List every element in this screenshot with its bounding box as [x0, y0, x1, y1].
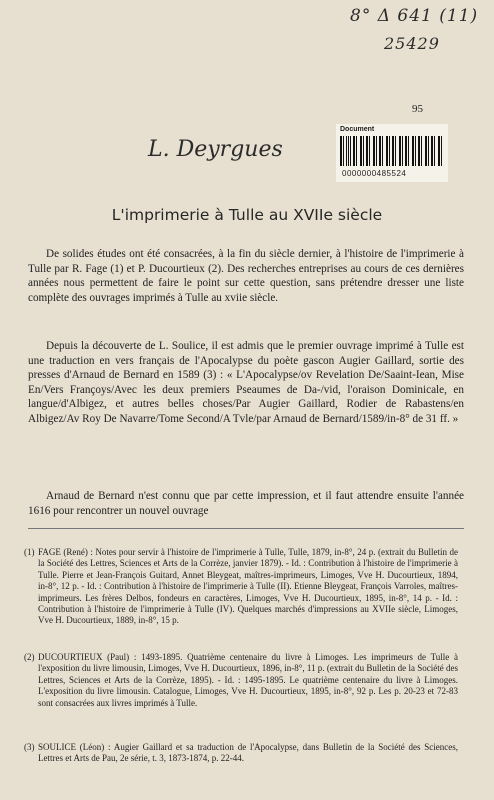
article-title: L'imprimerie à Tulle au XVIIe siècle: [111, 206, 383, 224]
paragraph-3: [28, 489, 464, 518]
footnote-number: (2): [24, 652, 35, 662]
footnote-number: (1): [24, 547, 35, 557]
barcode-sticker: [336, 124, 448, 182]
footnote-2: [24, 652, 458, 709]
footnote-1: [24, 547, 458, 627]
page-number: 95: [412, 103, 423, 115]
barcode-bars: [340, 136, 444, 166]
footnote-3: [24, 742, 458, 765]
footnote-text: DUCOURTIEUX (Paul) : 1493-1895. Quatrième centenaire du livre à Limoges. Les imprimeurs de Tulle à l'exposition du livre limousin, Limoges, Vve H. Ducourtieux, 1896, in-8°, 11 p. (extrait du Bulletin de la Société des Lettres, Sciences et Arts de la Corrèze, 1895). - Id. : 1495-1895. Le quatrième centenaire du livre à Limoges. L'exposition du livre limousin. Catalogue, Limoges, Vve H. Ducourtieux, 1895, in-8°, 92 p. Les p. 20-23 et 72-83 sont consacrées aux livres imprimés à Tulle.: [38, 652, 458, 708]
shelfmark-handwritten: 8° Δ 641 (11): [350, 6, 479, 26]
footnote-number: (3): [24, 742, 35, 752]
author-signature-handwritten: L. Deyrgues: [148, 137, 283, 162]
barcode-number: 0000000485524: [342, 169, 407, 178]
barcode-label: Document: [340, 126, 375, 133]
footnote-divider: [28, 528, 464, 529]
paragraph-2: [28, 339, 464, 427]
paragraph-text: De solides études ont été consacrées, à la fin du siècle dernier, à l'histoire de l'imprimerie à Tulle par R. Fage (1) et P. Ducourtieux (2). Des recherches entreprises au cours de ces dernières années nous permettent de faire le point sur cette question, sans prétendre dresser une liste complète des ouvrages imprimés à Tulle au xviie siècle.: [28, 248, 464, 304]
footnote-text: FAGE (René) : Notes pour servir à l'histoire de l'imprimerie à Tulle, Tulle, 1879, in-8°, 24 p. (extrait du Bulletin de la Société des Lettres, Sciences et Arts de la Corrèze, janvier 1879). - Id. : Contribution à l'histoire de l'imprimerie à Tulle. Pierre et Jean-François Guitard, Annet Bleygeat, maîtres-imprimeurs, Limoges, Vve H. Ducourtieux, 1894, in-8°, 12 p. - Id. : Contribution à l'histoire de l'imprimerie à Tulle (II). Etienne Bleygeat, François Varroles, maîtres-imprimeurs. Les frères Delbos, fondeurs en caractères, Limoges, Vve H. Ducourtieux, 1895, in-8°, 14 p. - Id. : Contribution à l'histoire de l'imprimerie à Tulle (IV). Quelques marchés d'impressions au XVIIe siècle, Limoges, Vve H. Ducourtieux, 1889, in-8°, 15 p.: [38, 547, 458, 626]
paragraph-1: [28, 247, 464, 305]
footnote-text: SOULICE (Léon) : Augier Gaillard et sa traduction de l'Apocalypse, dans Bulletin de la Société des Sciences, Lettres et Arts de Pau, 2e série, t. 3, 1873-1874, p. 22-44.: [38, 742, 458, 764]
inventory-number-handwritten: 25429: [384, 34, 440, 53]
paragraph-text: Arnaud de Bernard n'est connu que par cette impression, et il faut attendre ensuite l'année 1616 pour rencontrer un nouvel ouvrage: [28, 490, 464, 517]
paragraph-text: Depuis la découverte de L. Soulice, il est admis que le premier ouvrage imprimé à Tulle est une traduction en vers français de l'Apocalypse du poète gascon Augier Gaillard, sortie des presses d'Arnaud de Bernard en 1589 (3) : « L'Apocalypse/ov Revelation De/Saaint-Iean, Mise En/Vers Françoys/Avec les deux premiers Pseaumes de Da-/vid, l'oraison Dominicale, en langue/d'Albigez, et autres belles choses/Par Augier Gaillard, Rodier de Rabastens/en Albigez/Av Roy De Navarre/Tome Second/A Tvle/par Arnaud de Bernard/1589/in-8° de 31 ff. »: [28, 340, 464, 425]
